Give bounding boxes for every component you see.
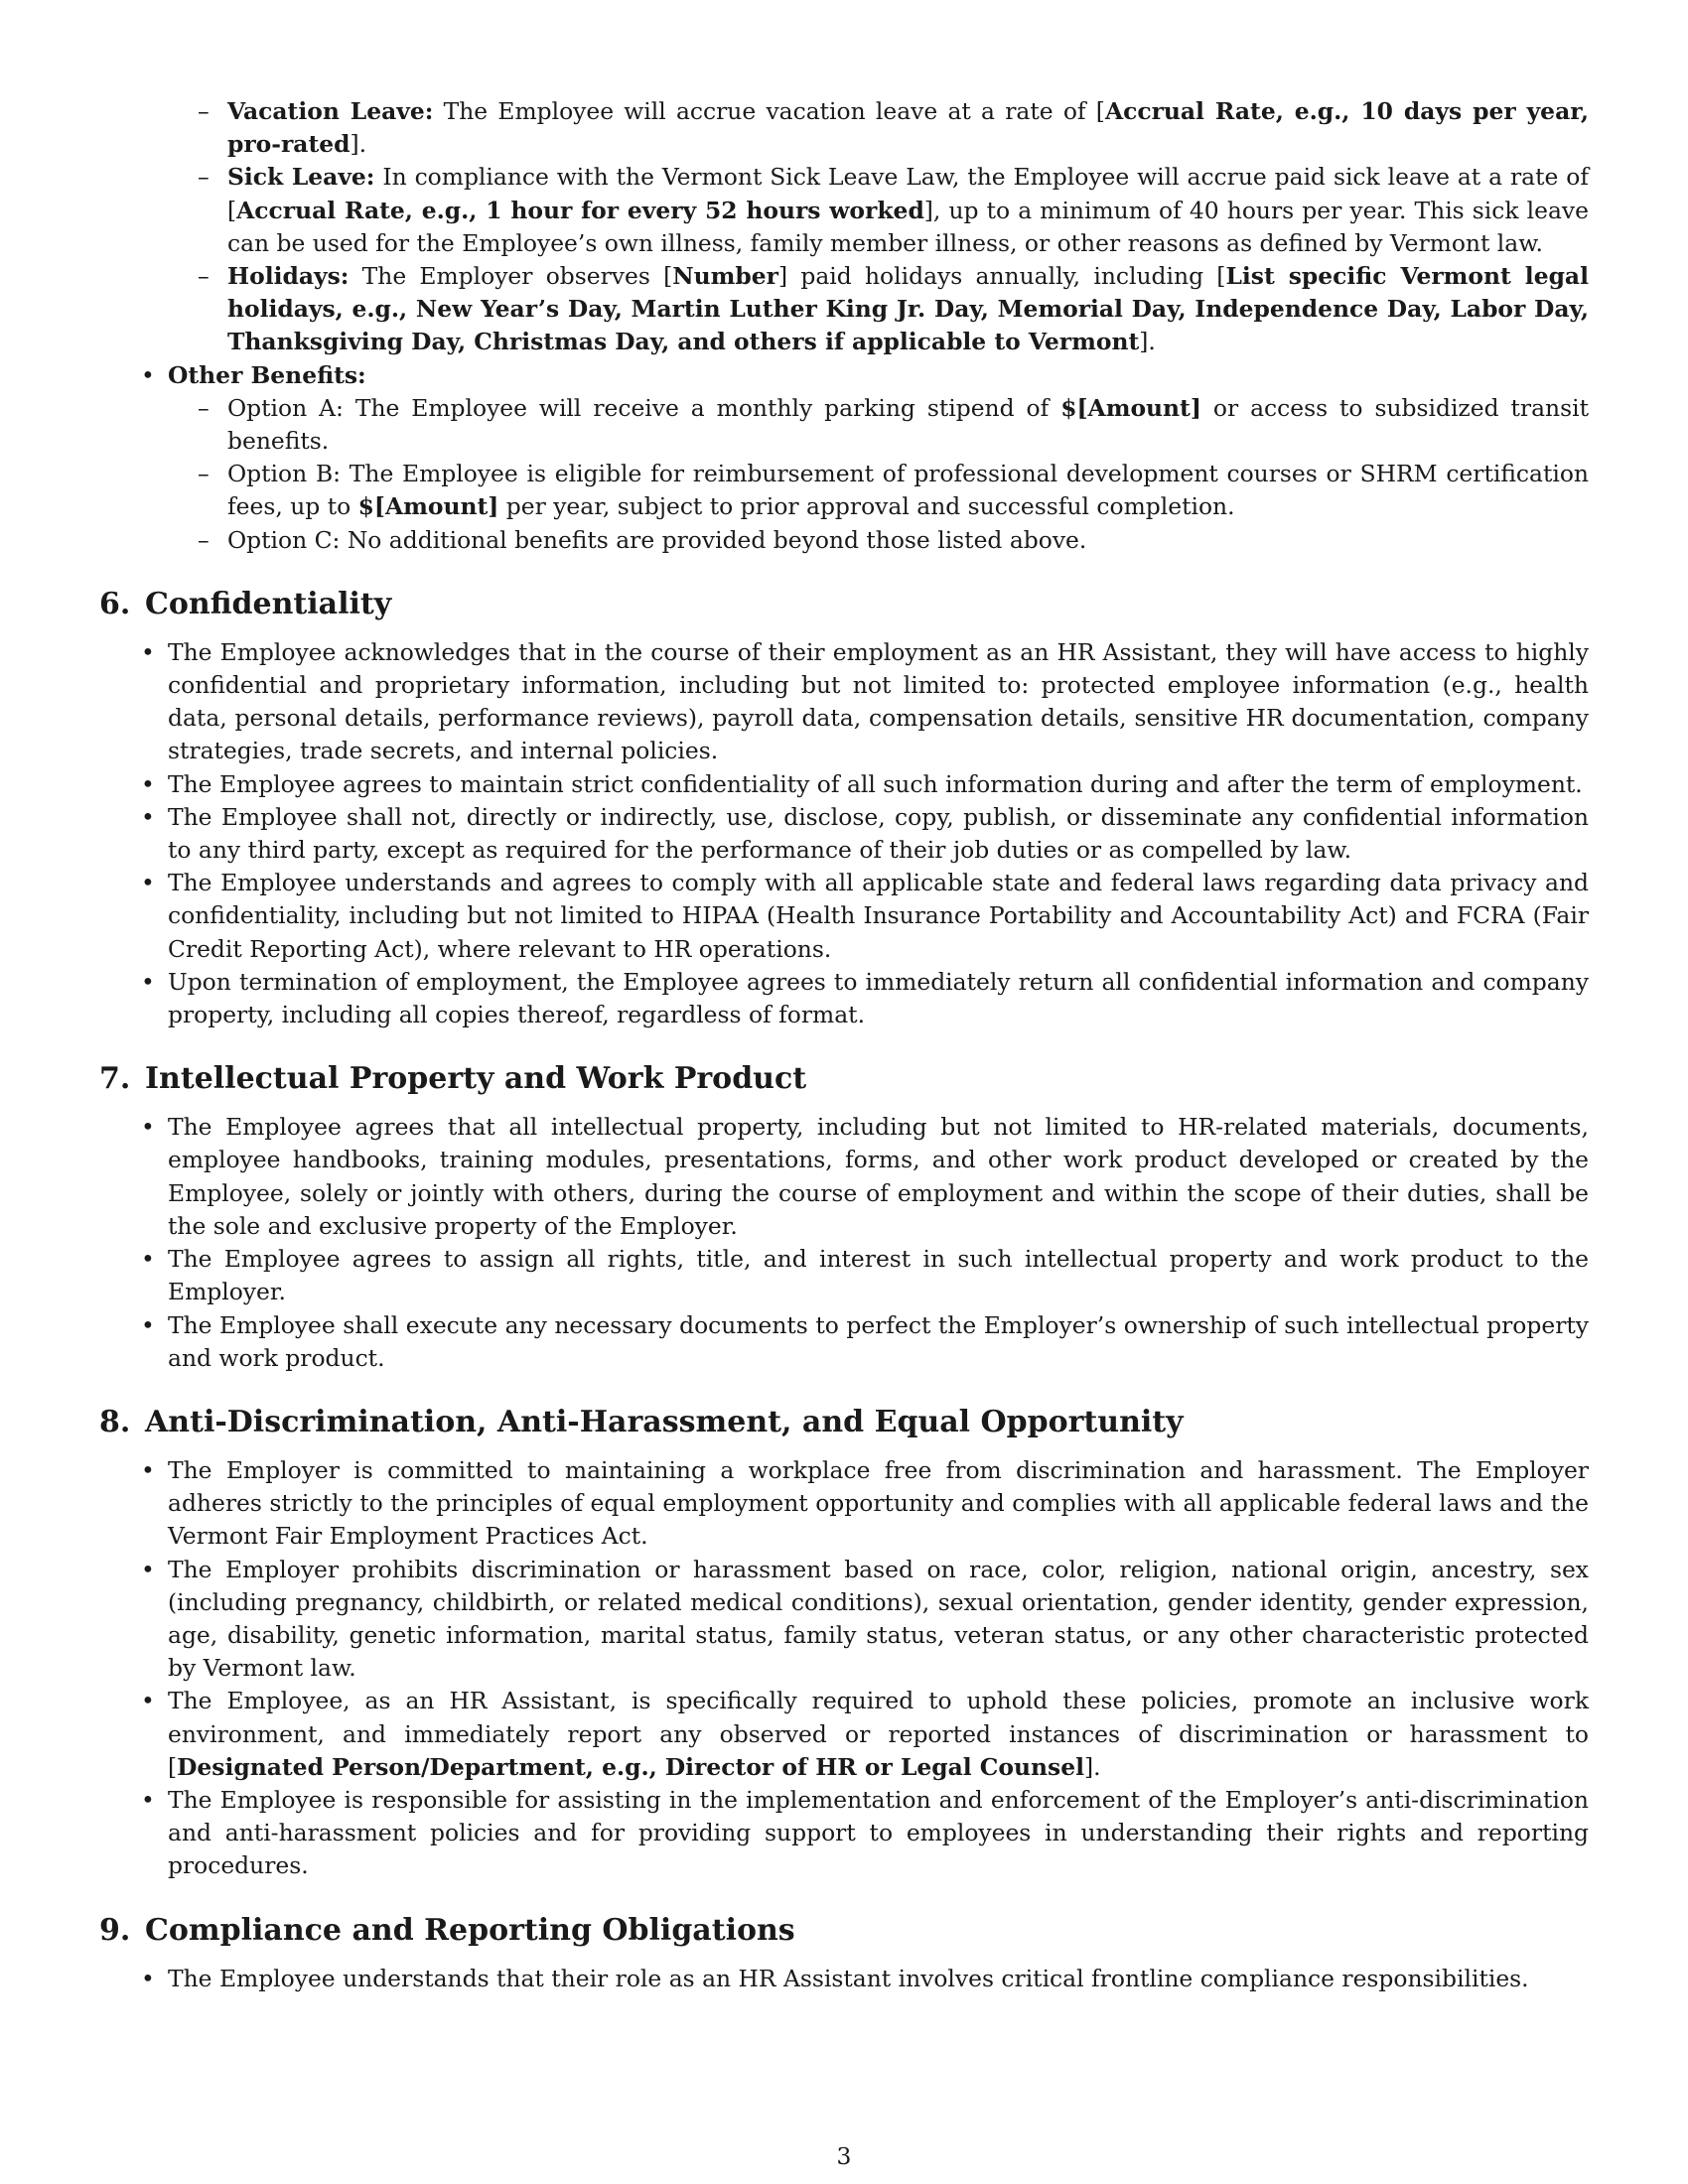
dash-marker: –: [198, 525, 210, 554]
dash-marker: –: [198, 393, 210, 422]
list-item: • The Employee understands that their role as an HR Assistant involves critical frontline compliance responsibilities.: [99, 1963, 1589, 1995]
intellectual-property-list: [99, 1111, 1589, 1375]
bullet-marker: •: [141, 1455, 155, 1484]
anti-discrimination-list: [99, 1454, 1589, 1883]
benefits-continuation-list: [99, 95, 1589, 557]
list-item: • The Employer is committed to maintaining a workplace free from discrimination and harassment. The Employer adheres strictly to the principles of equal employment opportunity and complies with all applicable federal laws and the Vermont Fair Employment Practices Act.: [141, 1455, 1589, 1551]
list-item: • The Employee is responsible for assisting in the implementation and enforcement of the Employer’s anti-discrimination and anti-harassment policies and for providing support to employees in understanding their rights and reporting procedures.: [141, 1785, 1589, 1880]
list-item-option-c: – Option C: No additional benefits are provided beyond those listed above.: [99, 524, 1589, 557]
bullet-marker: •: [141, 1245, 155, 1274]
list-item-option-b: – Option B: The Employee is eligible for reimbursement of professional development courses or SHRM certification fees, up to $[Amount] per year, subject to prior approval and successful completion.: [198, 460, 1589, 521]
list-item-other-benefits: • Other Benefits:: [99, 359, 1589, 392]
list-item-option-a: – Option A: The Employee will receive a monthly parking stipend of $[Amount] or access to subsidized transit benefits.: [198, 393, 1589, 456]
dash-marker: –: [198, 460, 210, 488]
bullet-marker: •: [141, 1964, 155, 1992]
list-item: • The Employee shall not, directly or indirectly, use, disclose, copy, publish, or disseminate any confidential information to any third party, except as required for the performance of their job duties or as compelled by law.: [141, 802, 1589, 865]
bullet-marker: •: [141, 1555, 155, 1583]
bullet-marker: •: [141, 869, 155, 897]
list-item: • The Employee acknowledges that in the course of their employment as an HR Assistant, they will have access to highly confidential and proprietary information, including but not limited to: protected employee information (e.g., health data, personal details, performance reviews), payroll data, compensation details, sensitive HR documentation, company strategies, trade secrets, and internal policies.: [141, 637, 1589, 765]
list-item-vacation-leave: – Vacation Leave: The Employee will accrue vacation leave at a rate of [Accrual Rate, e.g., 10 days per year, pro-rated].: [198, 97, 1589, 159]
bullet-marker: •: [141, 967, 155, 996]
dash-marker: –: [198, 97, 210, 125]
bullet-marker: •: [141, 1113, 155, 1142]
page-number: 3: [836, 2142, 852, 2170]
bullet-marker: •: [141, 1310, 155, 1339]
bullet-marker: •: [141, 360, 155, 389]
list-item: • The Employee agrees to maintain strict confidentiality of all such information during and after the term of employment.: [99, 768, 1589, 801]
bullet-marker: •: [141, 802, 155, 831]
list-item: • The Employee understands and agrees to comply with all applicable state and federal laws regarding data privacy and confidentiality, including but not limited to HIPAA (Health Insurance Portability and Accountability Act) and FCRA (Fair Credit Reporting Act), where relevant to HR operations.: [141, 869, 1589, 963]
section-heading-compliance: 9. Compliance and Reporting Obligations: [99, 1912, 795, 1948]
compliance-list: [99, 1963, 1589, 1995]
dash-marker: –: [198, 163, 210, 192]
section-heading-intellectual-property: 7. Intellectual Property and Work Product: [99, 1061, 807, 1097]
section-heading-confidentiality: 6. Confidentiality: [99, 586, 392, 621]
list-item: • The Employee, as an HR Assistant, is specifically required to uphold these policies, promote an inclusive work environment, and immediately report any observed or reported instances of discrimination or harassment to [Designated Person/Department, e.g., Director of HR or Legal Counsel].: [141, 1687, 1589, 1781]
list-item: • The Employee agrees to assign all rights, title, and interest in such intellectual property and work product to the Employer.: [141, 1245, 1589, 1306]
bullet-marker: •: [141, 1687, 155, 1715]
list-item: • The Employer prohibits discrimination or harassment based on race, color, religion, national origin, ancestry, sex (including pregnancy, childbirth, or related medical conditions), sexual orientation, gender identity, gender expression, age, disability, genetic information, marital status, family status, veteran status, or any other characteristic protected by Vermont law.: [141, 1555, 1589, 1683]
list-item: • The Employee shall execute any necessary documents to perfect the Employer’s ownership of such intellectual property and work product.: [141, 1310, 1589, 1372]
bullet-marker: •: [141, 769, 155, 798]
confidentiality-list: [99, 636, 1589, 1031]
document-page: [99, 95, 1589, 1995]
bullet-marker: •: [141, 637, 155, 666]
list-item: • Upon termination of employment, the Employee agrees to immediately return all confidential information and company property, including all copies thereof, regardless of format.: [141, 967, 1589, 1029]
bullet-marker: •: [141, 1785, 155, 1814]
list-item-holidays: – Holidays: The Employer observes [Number] paid holidays annually, including [List specific Vermont legal holidays, e.g., New Year’s Day, Martin Luther King Jr. Day, Memorial Day, Independence Day, Labor Day, Thanksgiving Day, Christmas Day, and others if applicable to Vermont].: [198, 262, 1589, 356]
list-item-sick-leave: – Sick Leave: In compliance with the Vermont Sick Leave Law, the Employee will accrue paid sick leave at a rate of [Accrual Rate, e.g., 1 hour for every 52 hours worked], up to a minimum of 40 hours per year. This sick leave can be used for the Employee’s own illness, family member illness, or other reasons as defined by Vermont law.: [198, 163, 1589, 257]
list-item: • The Employee agrees that all intellectual property, including but not limited to HR-related materials, documents, employee handbooks, training modules, presentations, forms, and other work product developed or created by the Employee, solely or jointly with others, during the course of employment and within the scope of their duties, shall be the sole and exclusive property of the Employer.: [141, 1113, 1589, 1240]
section-heading-anti-discrimination: 8. Anti-Discrimination, Anti-Harassment, and Equal Opportunity: [99, 1404, 1184, 1439]
dash-marker: –: [198, 262, 210, 291]
